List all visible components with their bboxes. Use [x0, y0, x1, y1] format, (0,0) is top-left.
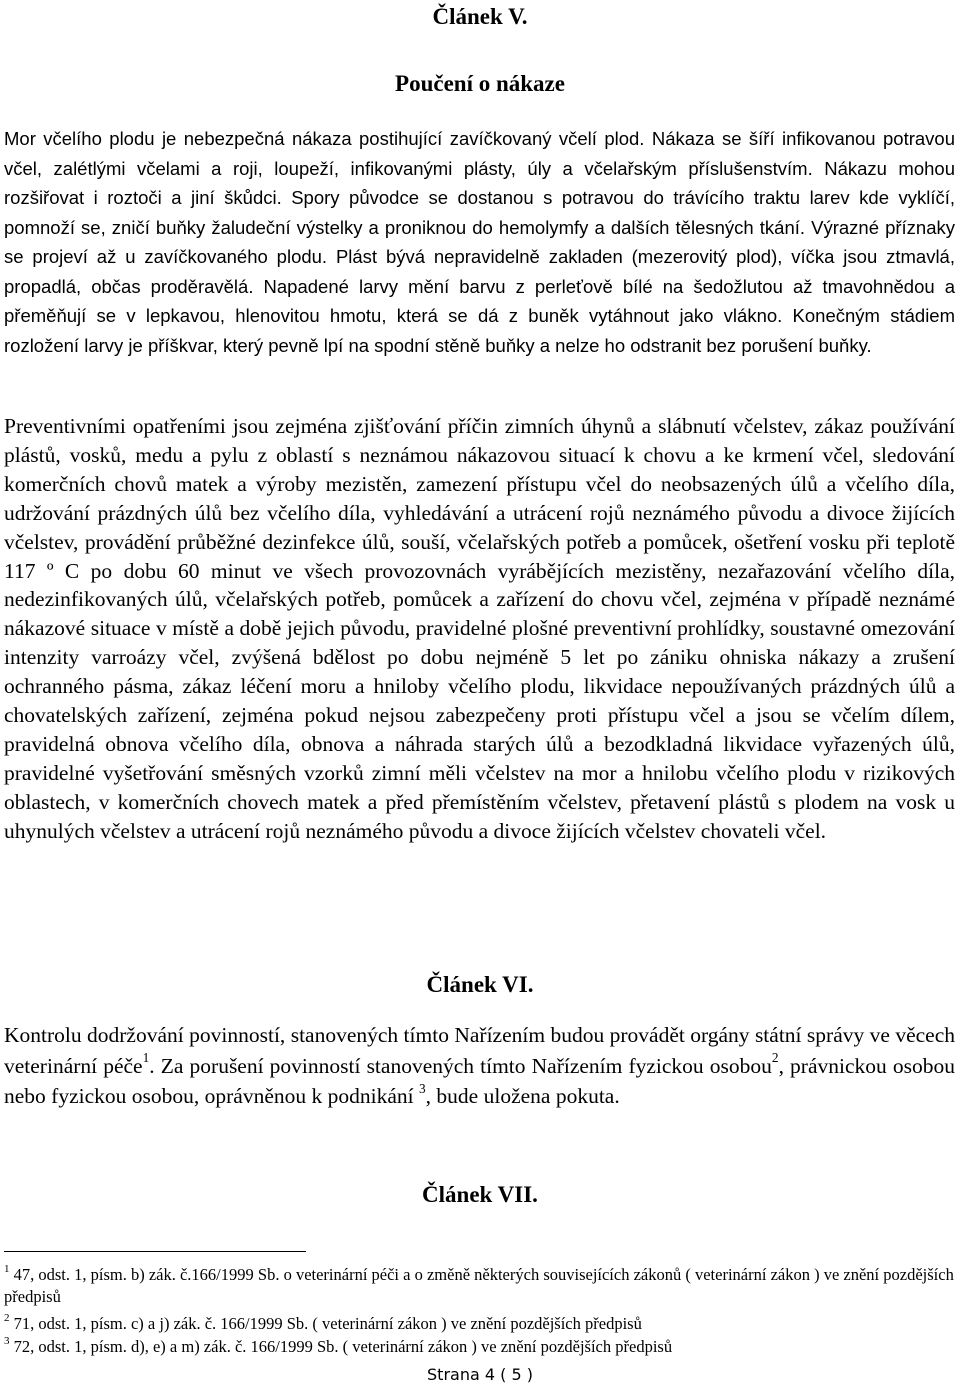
footnote-number: 2: [4, 1311, 10, 1324]
page-number: Strana 4 ( 5 ): [427, 1365, 533, 1384]
footnote-ref-2: 2: [771, 1050, 779, 1066]
enforcement-text-3: , právnickou osobou nebo fyzickou osobou, oprávněnou k podnikání: [4, 1053, 955, 1108]
footnote-text: 47, odst. 1, písm. b) zák. č.166/1999 Sb. o veterinární péči a o změně některých souvisejících zákonů ( veterinární zákon ) ve znění pozdějších předpisů: [4, 1265, 954, 1306]
footnote-3: [4, 1336, 955, 1358]
article-v-subheading: Poučení o nákaze: [395, 71, 565, 96]
footnote-divider: [4, 1251, 306, 1252]
footnote-1: [4, 1264, 955, 1307]
enforcement-text-1: Kontrolu dodržování povinností, stanovených tímto Nařízením budou provádět orgány státní správy ve věcech veterinární péče: [4, 1023, 955, 1078]
footnote-ref-1: 1: [142, 1050, 150, 1066]
disease-description-paragraph: Mor včelího plodu je nebezpečná nákaza postihující zavíčkovaný včelí plod. Nákaza se šíří infikovanou potravou včel, zalétlými včelami a roji, loupeží, infikovanými plásty, úly a včelařským příslušenstvím. Nákazu mohou rozšiřovat i roztoči a jiní škůdci. Spory původce se dostanou s potravou do trávícího traktu larev kde vyklíčí, pomnoží se, zničí buňky žaludeční výstelky a proniknou do hemolymfy a dalších tělesných tkání. Výrazné příznaky se projeví až u zavíčkovaného plodu. Plást bývá nepravidelně zakladen (mezerovitý plod), víčka jsou ztmavlá, propadlá, občas proděravělá. Napadené larvy mění barvu z perleťově bílé na šedožlutou až tmavohnědou a přeměňují se v lepkavou, hlenovitou hmotu, která se dá z buněk vytáhnout jako vlákno. Konečným stádiem rozložení larvy je příškvar, který pevně lpí na spodní stěně buňky a nelze ho odstranit bez porušení buňky.: [4, 128, 955, 356]
footnote-ref-3: 3: [419, 1080, 426, 1096]
footnote-number: 1: [4, 1262, 10, 1275]
enforcement-text-4: , bude uložena pokuta.: [425, 1084, 620, 1108]
footnote-text: 71, odst. 1, písm. c) a j) zák. č. 166/1999 Sb. ( veterinární zákon ) ve znění pozdějších předpisů: [9, 1314, 642, 1333]
footnote-2: [4, 1313, 955, 1335]
enforcement-text-2: . Za porušení povinností stanovených tímto Nařízením fyzickou osobou: [149, 1053, 772, 1078]
enforcement-paragraph: [4, 1020, 955, 1112]
footnote-number: 3: [4, 1334, 10, 1347]
article-vi-heading: Článek VI.: [426, 972, 534, 997]
article-vii-heading: Článek VII.: [422, 1182, 538, 1207]
prevention-measures-paragraph: Preventivními opatřeními jsou zejména zjišťování příčin zimních úhynů a slábnutí včelstev, zákaz používání plástů, vosků, medu a pylu z oblastí s neznámou nákazovou situací k chovu a ke krmení včel, sledování komerčních chovů matek a výroby mezistěn, zamezení přístupu včel do neobsazených úlů a včelího díla, udržování prázdných úlů bez včelího díla, vyhledávání a utrácení rojů neznámého původu a divoce žijících včelstev, provádění průběžné dezinfekce úlů, souší, včelařských potřeb a pomůcek, ošetření vosku při teplotě 117 º C po dobu 60 minut ve všech provozovnách vyrábějících mezistěny, nezařazování včelího díla, nedezinfikovaných úlů, včelařských potřeb, pomůcek a zařízení do chovu včel, zejména v případě neznámé nákazové situace v místě a době jejich původu, pravidelné plošné preventivní prohlídky, soustavné omezování intenzity varroázy včel, zvýšená bdělost po dobu nejméně 5 let po zániku ohniska nákazy a zrušení ochranného pásma, zákaz léčení moru a hniloby včelího plodu, likvidace nepoužívaných prázdných úlů a chovatelských zařízení, zejména pokud nejsou zabezpečeny proti přístupu včel a jsou se včelím dílem, pravidelná obnova včelího díla, obnova a náhrada starých úlů a bezodkladná likvidace vyřazených úlů, pravidelné vyšetřování směsných vzorků zimní měli včelstev na mor a hnilobu včelího plodu v rizikových oblastech, v komerčních chovech matek a před přemístěním včelstev, přetavení plástů s plodem na vosk u uhynulých včelstev a utrácení rojů neznámého původu a divoce žijících včelstev chovateli včel.: [4, 414, 955, 843]
footnote-text: 72, odst. 1, písm. d), e) a m) zák. č. 166/1999 Sb. ( veterinární zákon ) ve znění pozdějších předpisů: [9, 1337, 673, 1356]
article-v-heading: Článek V.: [432, 4, 528, 29]
